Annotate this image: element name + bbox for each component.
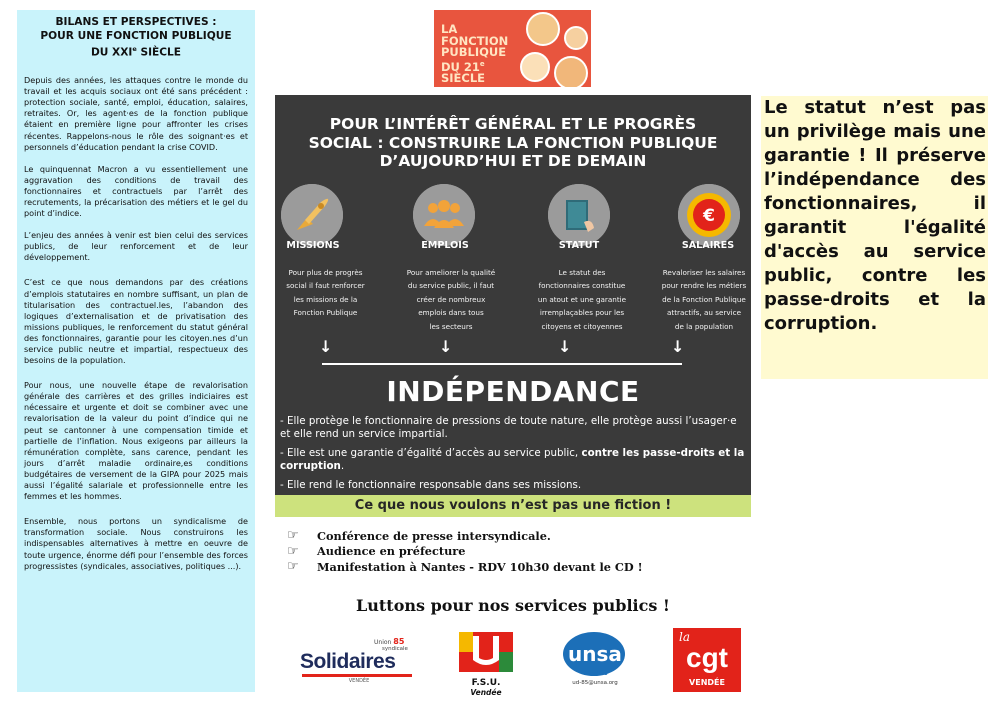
cgt-logo: la cgt VENDÉE <box>673 628 741 692</box>
logo-text: LA FONCTION PUBLIQUE DU 21e SIÈCLE <box>441 22 509 85</box>
left-paragraph: C’est ce que nous demandons par des créations d’emplois statutaires en nombre suffisant, un plan de titularisation des contractuel.les, l’abandon des logiques d’externalisation et de privatisation des missions publiques, le renforcement du statut général des fonctionnaires, garantie pour les citoyen.nes d’un service public neutre et impartial, respectueux des besoins de la population. <box>24 277 248 366</box>
fsu-emblem-icon <box>455 630 517 674</box>
left-paragraph: L’enjeu des années à venir est bien celui des services publics, de leur renforcement et de leur développement. <box>24 230 248 263</box>
left-title <box>24 16 248 60</box>
left-paragraph: Depuis des années, les attaques contre le monde du travail et les acquis sociaux ont été sans précédent : protection sociale, santé, emploi, éducation, salaires, retraites. Or, les agent·es de la fonction publique étaient en première ligne pour affronter les crises récentes. Rappelons-nous le rôle des soignant·es et personnels d’éducation pendant la crise COVID. <box>24 75 248 152</box>
left-title-line-2: POUR UNE FONCTION PUBLIQUE <box>40 29 232 42</box>
column-heading-statut: STATUT <box>558 240 600 251</box>
slogan: Luttons pour nos services publics ! <box>356 596 670 615</box>
column-heading-missions: MISSIONS <box>286 240 340 251</box>
left-paragraph: Le quinquennat Macron a vu essentiellement une aggravation des conditions de travail des fonctionnaires et contractuels par l’arrêt des recrutements, la précarisation des métiers et le gel du point d’indice. <box>24 163 248 219</box>
left-paragraph: Ensemble, nous portons un syndicalisme de transformation sociale. Nous construirons les indispensables alternatives à mettre en oeuvre de toute urgence, énorme défi pour l’ensemble des forces progressistes (syndicales, associatives, politiques ...). <box>24 516 248 571</box>
left-column <box>17 10 255 692</box>
pointing-hand-icon: ☞ <box>287 528 299 544</box>
left-title-line-1: BILANS ET PERSPECTIVES : <box>55 16 217 28</box>
people-icon <box>413 184 475 246</box>
fsu-logo: F.S.U. Vendée <box>455 630 517 692</box>
union-logos <box>290 628 750 697</box>
poster <box>275 95 751 495</box>
column-heading-salaires: SALAIRES <box>681 240 735 251</box>
bullet-item: - Elle protège le fonctionnaire de pressions de toute nature, elle protège aussi l’usager·e et elle rend un service impartial. <box>280 415 737 440</box>
divider <box>322 363 682 365</box>
down-arrow-icon: ↓ <box>558 337 572 356</box>
green-banner: Ce que nous voulons n’est pas une fiction ! <box>275 495 751 517</box>
pointing-hand-icon: ☞ <box>287 559 299 575</box>
avatar-icon <box>564 26 588 50</box>
bullet-item: - Elle est une garantie d’égalité d’accès au service public, contre les passe-droits et la corruption. <box>280 447 745 472</box>
down-arrow-icon: ↓ <box>439 337 453 356</box>
action-item: ☞ Conférence de presse intersyndicale. <box>287 528 551 544</box>
solidaires-logo: Union 85 syndicale Solidaires VENDÉE <box>300 638 418 686</box>
book-icon <box>548 184 610 246</box>
pointing-hand-icon: ☞ <box>287 543 299 559</box>
left-title-line-3: DU XXIe SIÈCLE <box>90 45 182 59</box>
poster-title: POUR L’INTÉRÊT GÉNÉRAL ET LE PROGRÈS SOCIAL : CONSTRUIRE LA FONCTION PUBLIQUE D’AUJOURD’HUI ET DE DEMAIN <box>308 115 718 170</box>
avatar-icon <box>554 56 588 87</box>
avatar-icon <box>526 12 560 46</box>
column-text-missions: Pour plus de progrès social il faut renforcer les missions de la Fonction Publique <box>286 268 365 318</box>
unsa-logo: unsa Vendée ud-85@unsa.org <box>560 632 630 692</box>
column-text-emplois: Pour ameliorer la qualité du service public, il faut créer de nombreux emplois dans tous les secteurs <box>406 268 496 331</box>
actions-list <box>287 528 757 575</box>
column-heading-emplois: EMPLOIS <box>421 240 469 251</box>
right-quote-box <box>761 96 988 379</box>
column-text-statut: Le statut des fonctionnaires constitue un atout et une garantie irremplaçables pour les citoyens et citoyennes <box>537 268 627 331</box>
independence-headline: INDÉPENDANCE <box>386 375 640 408</box>
fonction-publique-logo <box>434 10 591 87</box>
action-item: ☞ Manifestation à Nantes - RDV 10h30 devant le CD ! <box>287 559 643 575</box>
right-quote-text: Le statut n’est pas un privilège mais une garantie ! Il préserve l’indépendance des fonctionnaires, il garantit l'égalité d'accès au service public, contre les passe-droits et la corruption. <box>764 97 986 334</box>
down-arrow-icon: ↓ <box>671 337 685 356</box>
svg-text:€: € <box>703 206 715 226</box>
independence-bullets <box>280 415 745 499</box>
left-paragraph: Pour nous, une nouvelle étape de revalorisation générale des carrières et des grilles indiciaires est nécessaire et urgente et doit se combiner avec une revalorisation de la valeur du point d’indice qui ne peut se cantonner à une compensation timide et partielle de l’inflation. Nous exigeons par ailleurs la rémunération complète, sans carence, pendant les jours d’arrêt maladie ordinaire,es conditions budgétaires de versement de la GIPA pour 2025 mais aussi l’égalité salariale et professionnelle entre les femmes et les hommes. <box>24 380 248 502</box>
avatar-icon <box>520 52 550 82</box>
column-text-salaires: Revaloriser les salaires pour rendre les métiers de la Fonction Publique attractifs, au service de la population <box>661 268 747 331</box>
down-arrow-icon: ↓ <box>319 337 333 356</box>
action-item: ☞ Audience en préfecture <box>287 543 466 559</box>
euro-coin-icon <box>678 184 740 246</box>
bullet-item: - Elle rend le fonctionnaire responsable dans ses missions. <box>280 479 582 491</box>
rocket-icon <box>281 184 343 246</box>
